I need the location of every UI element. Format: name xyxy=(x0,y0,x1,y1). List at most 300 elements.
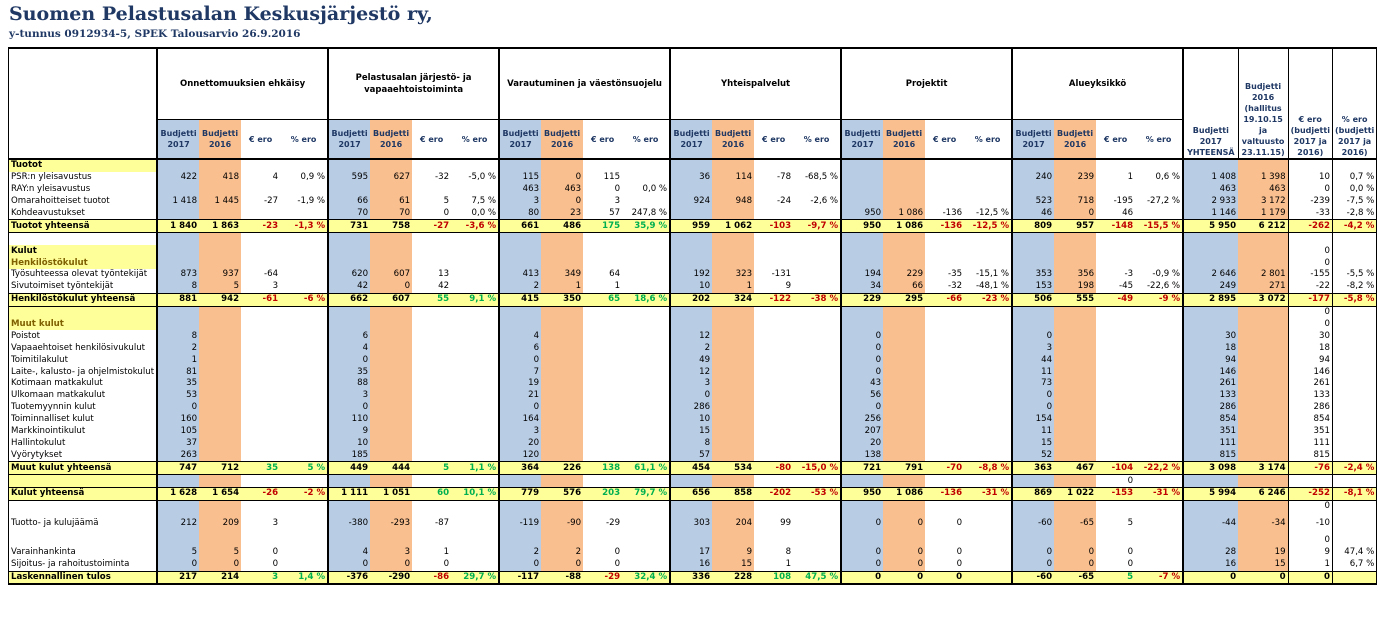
table-cell xyxy=(1012,319,1054,331)
table-cell xyxy=(964,306,1012,318)
row-label: Hallintokulut xyxy=(9,437,158,449)
table-cell: 0 xyxy=(614,547,621,558)
table-cell xyxy=(1054,184,1096,196)
table-cell xyxy=(1332,402,1376,414)
table-cell xyxy=(964,366,1012,378)
table-cell: 1 111 xyxy=(328,488,370,501)
table-cell: 6,7 % xyxy=(1332,559,1376,571)
table-cell xyxy=(451,354,499,366)
table-cell xyxy=(541,245,583,257)
table-cell xyxy=(754,184,793,196)
table-cell xyxy=(241,475,280,488)
table-cell xyxy=(199,437,241,449)
table-cell xyxy=(712,366,754,378)
table-cell xyxy=(754,366,793,378)
table-cell xyxy=(541,257,583,269)
table-cell xyxy=(583,330,622,342)
table-cell: 0 xyxy=(499,354,541,366)
table-cell xyxy=(670,500,712,512)
table-cell xyxy=(370,342,412,354)
table-cell: -195 xyxy=(1113,196,1134,207)
table-cell: 133 xyxy=(1288,390,1332,402)
table-cell: 80 xyxy=(499,208,541,220)
table-cell: 115 xyxy=(603,172,621,183)
table-cell xyxy=(712,342,754,354)
table-cell xyxy=(412,233,451,245)
table-cell xyxy=(1054,414,1096,426)
table-cell: -31 % xyxy=(1135,488,1183,501)
table-cell: 5 950 xyxy=(1183,220,1238,233)
table-cell: 47,4 % xyxy=(1332,547,1376,559)
table-cell: 0 xyxy=(1288,306,1332,318)
table-cell xyxy=(541,390,583,402)
table-cell xyxy=(370,378,412,390)
table-cell xyxy=(1135,257,1183,269)
table-cell xyxy=(1012,535,1054,547)
table-cell: 42 xyxy=(328,281,370,293)
table-cell: 1,4 % xyxy=(280,571,328,584)
table-cell: 261 xyxy=(1288,378,1332,390)
table-cell: -65 xyxy=(1054,513,1096,535)
table-cell xyxy=(793,449,841,461)
table-cell: 146 xyxy=(1288,366,1332,378)
table-cell xyxy=(883,330,925,342)
table-row xyxy=(9,488,1377,501)
table-cell: -80 xyxy=(754,462,793,475)
table-cell xyxy=(451,330,499,342)
table-cell xyxy=(280,426,328,438)
table-cell xyxy=(712,390,754,402)
table-cell xyxy=(1238,342,1288,354)
table-cell: 19 xyxy=(1238,547,1288,559)
table-cell: 15 xyxy=(1012,437,1054,449)
table-cell: 286 xyxy=(1183,402,1238,414)
table-cell xyxy=(370,414,412,426)
table-cell xyxy=(412,414,451,426)
table-cell: 0 xyxy=(1012,547,1054,559)
table-cell: -262 xyxy=(1288,220,1332,233)
table-cell xyxy=(670,319,712,331)
table-cell: -22,6 % xyxy=(1146,281,1181,292)
table-cell: -45 xyxy=(1119,281,1134,292)
table-cell xyxy=(712,319,754,331)
table-cell xyxy=(841,475,883,488)
table-cell: 3 xyxy=(670,378,712,390)
table-cell xyxy=(1096,402,1135,414)
table-cell xyxy=(754,426,793,438)
table-cell: 2 933 xyxy=(1183,196,1238,208)
table-cell xyxy=(1012,184,1054,196)
table-cell xyxy=(451,475,499,488)
table-cell: 3 098 xyxy=(1183,462,1238,475)
table-cell xyxy=(793,414,841,426)
table-cell xyxy=(622,426,670,438)
table-cell xyxy=(370,354,412,366)
table-cell: 42 xyxy=(438,281,450,292)
table-cell xyxy=(412,184,451,196)
table-cell xyxy=(280,378,328,390)
table-cell xyxy=(1135,547,1183,559)
table-row xyxy=(9,306,1377,318)
table-cell: 576 xyxy=(541,488,583,501)
table-cell xyxy=(1135,184,1183,196)
table-cell: 463 xyxy=(1238,184,1288,196)
table-cell xyxy=(280,500,328,512)
table-cell: 3 xyxy=(499,426,541,438)
table-cell xyxy=(1135,319,1183,331)
table-cell xyxy=(925,354,964,366)
table-cell: 0 xyxy=(841,547,883,559)
table-cell xyxy=(370,330,412,342)
table-cell xyxy=(370,402,412,414)
table-cell: 506 xyxy=(1012,293,1054,306)
table-cell xyxy=(1332,475,1376,488)
table-cell: 18 xyxy=(1288,342,1332,354)
table-cell: 53 xyxy=(157,390,199,402)
table-cell xyxy=(925,475,964,488)
table-cell: 8 xyxy=(157,281,199,293)
table-cell: -22 xyxy=(1288,281,1332,293)
table-cell: 854 xyxy=(1288,414,1332,426)
table-cell xyxy=(1096,306,1135,318)
table-cell xyxy=(1054,378,1096,390)
table-cell xyxy=(451,319,499,331)
table-cell: 4 xyxy=(499,330,541,342)
table-cell: 0 xyxy=(1012,559,1054,571)
table-cell xyxy=(280,475,328,488)
table-cell xyxy=(964,414,1012,426)
table-cell: 2 xyxy=(670,342,712,354)
table-cell xyxy=(328,535,370,547)
table-cell xyxy=(199,354,241,366)
table-cell xyxy=(199,330,241,342)
row-label: Tuotot yhteensä xyxy=(9,220,158,233)
table-cell: 295 xyxy=(883,293,925,306)
table-cell xyxy=(583,378,622,390)
table-cell: 1 179 xyxy=(1238,208,1288,220)
table-cell: 662 xyxy=(328,293,370,306)
table-cell: -0,9 % xyxy=(1152,269,1181,280)
row-label: Kulut xyxy=(9,245,158,257)
row-label: Sijoitus- ja rahoitustoiminta xyxy=(9,559,158,571)
table-cell xyxy=(199,245,241,257)
table-cell xyxy=(328,245,370,257)
table-cell: 20 xyxy=(499,437,541,449)
table-cell xyxy=(412,535,451,547)
table-cell xyxy=(622,402,670,414)
table-cell: 212 xyxy=(157,513,199,535)
table-cell xyxy=(280,535,328,547)
table-cell xyxy=(199,475,241,488)
table-cell xyxy=(157,306,199,318)
table-cell: 3 xyxy=(1012,342,1054,354)
table-cell xyxy=(712,500,754,512)
column-header: % ero xyxy=(451,120,499,160)
table-cell: 2 646 xyxy=(1183,269,1238,281)
table-cell: 115 xyxy=(499,172,541,184)
table-cell: 0 xyxy=(328,354,370,366)
table-cell: 712 xyxy=(199,462,241,475)
table-cell: 0 xyxy=(883,513,925,535)
table-cell xyxy=(925,159,964,172)
table-cell xyxy=(883,184,925,196)
table-cell: 3 xyxy=(499,196,541,208)
table-cell: 10 xyxy=(670,414,712,426)
table-cell xyxy=(241,257,280,269)
table-cell xyxy=(1238,390,1288,402)
column-header: Budjetti 2016 xyxy=(883,120,925,160)
table-cell xyxy=(670,535,712,547)
table-cell xyxy=(925,366,964,378)
table-cell xyxy=(964,159,1012,172)
table-cell: 94 xyxy=(1183,354,1238,366)
table-cell xyxy=(199,426,241,438)
table-cell xyxy=(1096,342,1135,354)
table-cell xyxy=(622,233,670,245)
table-cell: 467 xyxy=(1054,462,1096,475)
table-cell: 4 xyxy=(328,547,370,559)
table-cell: 111 xyxy=(1183,437,1238,449)
table-cell xyxy=(841,257,883,269)
table-cell xyxy=(925,245,964,257)
table-cell: -202 xyxy=(754,488,793,501)
table-cell xyxy=(451,306,499,318)
table-row xyxy=(9,500,1377,512)
table-cell: 37 xyxy=(157,437,199,449)
table-cell xyxy=(622,378,670,390)
table-cell xyxy=(964,559,1012,571)
total-column-header: % ero (budjetti 2017 ja 2016) xyxy=(1332,48,1376,159)
table-cell xyxy=(1096,449,1135,461)
row-label: Vapaaehtoiset henkilösivukulut xyxy=(9,342,158,354)
table-cell xyxy=(583,500,622,512)
table-cell xyxy=(925,449,964,461)
row-label: Laskennallinen tulos xyxy=(9,571,158,584)
table-cell xyxy=(622,342,670,354)
table-cell xyxy=(412,437,451,449)
table-cell xyxy=(1288,475,1332,488)
table-cell: 0 xyxy=(272,547,279,558)
table-cell xyxy=(925,306,964,318)
group-header: Yhteispalvelut xyxy=(670,48,841,120)
table-cell xyxy=(370,366,412,378)
column-header: % ero xyxy=(622,120,670,160)
table-cell xyxy=(499,306,541,318)
table-cell: 444 xyxy=(370,462,412,475)
table-cell xyxy=(541,426,583,438)
table-cell xyxy=(541,414,583,426)
table-cell xyxy=(541,233,583,245)
table-cell xyxy=(670,245,712,257)
table-cell: 204 xyxy=(712,513,754,535)
table-cell xyxy=(1135,475,1183,488)
table-cell xyxy=(793,475,841,488)
table-cell: 185 xyxy=(328,449,370,461)
table-cell xyxy=(964,547,1012,559)
table-cell: -27,2 % xyxy=(1146,196,1181,207)
table-cell: 10,1 % xyxy=(451,488,499,501)
table-cell xyxy=(199,159,241,172)
table-cell xyxy=(370,319,412,331)
table-cell: 0 xyxy=(1288,245,1332,257)
table-cell xyxy=(541,319,583,331)
table-cell: 9 xyxy=(1288,547,1332,559)
table-cell: 35 xyxy=(157,378,199,390)
table-cell xyxy=(1135,330,1183,342)
table-cell: 46 xyxy=(1122,208,1134,218)
column-header: Budjetti 2016 xyxy=(370,120,412,160)
row-label: Henkilöstökulut yhteensä xyxy=(9,293,158,306)
table-cell: 353 xyxy=(1012,269,1054,281)
table-cell: 30 xyxy=(1288,330,1332,342)
table-cell: 203 xyxy=(583,488,622,501)
column-header: Budjetti 2016 xyxy=(712,120,754,160)
table-cell xyxy=(754,245,793,257)
table-cell: 418 xyxy=(199,172,241,184)
row-label xyxy=(9,535,158,547)
table-cell: 1,1 % xyxy=(451,462,499,475)
row-label: Sivutoimiset työntekijät xyxy=(9,281,158,293)
table-cell: 57 xyxy=(609,208,621,218)
table-cell: 6 xyxy=(328,330,370,342)
table-cell xyxy=(1135,233,1183,245)
row-label: Laite-, kalusto- ja ohjelmistokulut xyxy=(9,366,158,378)
table-cell: 351 xyxy=(1183,426,1238,438)
table-cell xyxy=(925,402,964,414)
table-cell xyxy=(583,426,622,438)
table-cell: -27 xyxy=(264,196,279,207)
table-cell: 94 xyxy=(1288,354,1332,366)
table-cell xyxy=(622,366,670,378)
table-cell xyxy=(925,319,964,331)
table-cell xyxy=(622,500,670,512)
table-cell xyxy=(1332,159,1376,172)
table-cell xyxy=(1238,245,1288,257)
table-cell xyxy=(925,437,964,449)
table-cell xyxy=(793,281,841,293)
table-cell xyxy=(328,319,370,331)
table-cell xyxy=(883,159,925,172)
table-cell: 10 xyxy=(328,437,370,449)
table-cell xyxy=(370,257,412,269)
table-cell xyxy=(622,449,670,461)
table-cell: 627 xyxy=(370,172,412,184)
table-cell xyxy=(241,354,280,366)
table-cell xyxy=(157,184,199,196)
table-cell xyxy=(451,390,499,402)
table-cell: 49 xyxy=(670,354,712,366)
table-cell xyxy=(412,475,451,488)
table-cell: 66 xyxy=(328,196,370,208)
table-cell xyxy=(1183,500,1238,512)
table-cell: 15 xyxy=(670,426,712,438)
table-cell: 138 xyxy=(583,462,622,475)
table-row xyxy=(9,281,1377,293)
table-cell: 21 xyxy=(499,390,541,402)
table-cell: 5 xyxy=(443,196,450,207)
table-row xyxy=(9,513,1377,535)
table-cell xyxy=(541,342,583,354)
table-cell xyxy=(412,402,451,414)
table-cell: 809 xyxy=(1012,220,1054,233)
table-cell: -10 xyxy=(1288,513,1332,535)
table-cell xyxy=(280,306,328,318)
column-header: % ero xyxy=(793,120,841,160)
table-cell xyxy=(583,233,622,245)
table-cell xyxy=(622,172,670,184)
table-cell: 336 xyxy=(670,571,712,584)
table-cell xyxy=(793,547,841,559)
table-cell: 0 xyxy=(499,559,541,571)
table-cell xyxy=(412,354,451,366)
table-cell xyxy=(412,449,451,461)
column-header: % ero xyxy=(1135,120,1183,160)
table-cell xyxy=(712,159,754,172)
table-cell: 0,6 % xyxy=(1155,172,1181,183)
table-cell xyxy=(1054,366,1096,378)
table-cell: 114 xyxy=(712,172,754,184)
table-cell xyxy=(1012,306,1054,318)
table-cell xyxy=(328,159,370,172)
row-label: Varainhankinta xyxy=(9,547,158,559)
row-label: Tuotto- ja kulujäämä xyxy=(9,513,158,535)
table-cell: 23 xyxy=(541,208,583,220)
table-cell: 1 628 xyxy=(157,488,199,501)
table-cell xyxy=(1332,390,1376,402)
row-label: Kulut yhteensä xyxy=(9,488,158,501)
table-cell: 486 xyxy=(541,220,583,233)
table-cell: 2 895 xyxy=(1183,293,1238,306)
table-cell xyxy=(793,390,841,402)
table-cell: 0 xyxy=(1288,257,1332,269)
table-cell xyxy=(1135,366,1183,378)
table-row xyxy=(9,462,1377,475)
table-cell xyxy=(1135,402,1183,414)
table-cell xyxy=(499,159,541,172)
table-cell xyxy=(712,233,754,245)
table-cell xyxy=(712,449,754,461)
table-cell xyxy=(157,257,199,269)
table-cell xyxy=(883,306,925,318)
table-row xyxy=(9,330,1377,342)
table-cell: 0 xyxy=(328,402,370,414)
table-cell xyxy=(241,500,280,512)
table-cell: 0 xyxy=(883,571,925,584)
table-cell: 217 xyxy=(157,571,199,584)
row-label: Tuotot xyxy=(9,159,158,172)
table-cell: -8,8 % xyxy=(964,462,1012,475)
table-cell xyxy=(793,535,841,547)
table-cell: 198 xyxy=(1054,281,1096,293)
table-cell xyxy=(712,426,754,438)
table-cell xyxy=(841,245,883,257)
table-cell xyxy=(670,233,712,245)
table-cell xyxy=(1012,233,1054,245)
table-cell xyxy=(1096,319,1135,331)
table-cell: 0 xyxy=(541,196,583,208)
table-cell: 57 xyxy=(670,449,712,461)
table-cell xyxy=(1238,330,1288,342)
table-cell xyxy=(1238,437,1288,449)
table-cell xyxy=(241,233,280,245)
table-cell xyxy=(370,426,412,438)
table-cell: 47,5 % xyxy=(793,571,841,584)
table-cell xyxy=(1135,390,1183,402)
table-cell xyxy=(1238,449,1288,461)
row-label: RAY:n yleisavustus xyxy=(9,184,158,196)
table-cell xyxy=(754,233,793,245)
table-cell: 950 xyxy=(841,220,883,233)
